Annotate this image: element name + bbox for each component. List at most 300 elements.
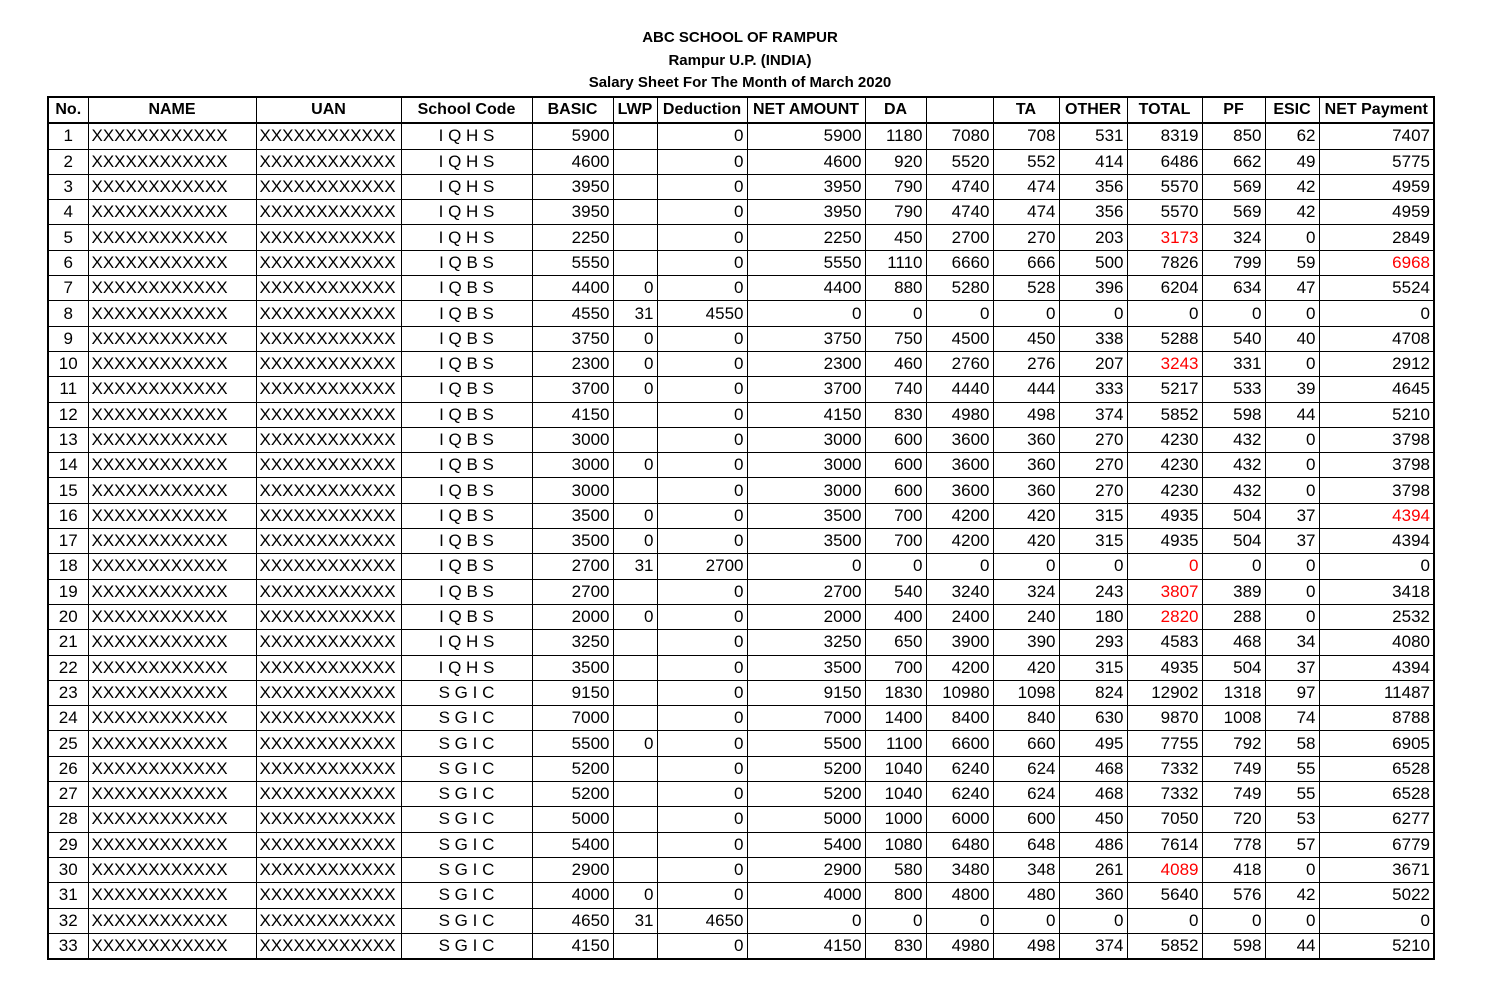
cell-name[interactable]: XXXXXXXXXXXX [88, 529, 256, 554]
cell-school-code[interactable]: S G I C [401, 680, 532, 705]
cell-uan[interactable]: XXXXXXXXXXXX [256, 554, 401, 579]
cell-total[interactable]: 4230 [1127, 427, 1202, 452]
cell-pf[interactable]: 533 [1202, 377, 1265, 402]
cell-da[interactable]: 700 [865, 529, 926, 554]
cell-deduction[interactable]: 0 [657, 857, 747, 882]
cell-pf[interactable]: 0 [1202, 908, 1265, 933]
cell-basic[interactable]: 2700 [532, 579, 613, 604]
cell-no[interactable]: 27 [48, 782, 88, 807]
cell-uan[interactable]: XXXXXXXXXXXX [256, 529, 401, 554]
cell-uan[interactable]: XXXXXXXXXXXX [256, 377, 401, 402]
cell-gross[interactable]: 4500 [926, 326, 993, 351]
cell-esic[interactable]: 0 [1265, 857, 1319, 882]
cell-esic[interactable]: 0 [1265, 604, 1319, 629]
cell-uan[interactable]: XXXXXXXXXXXX [256, 174, 401, 199]
cell-net-amount[interactable]: 4150 [747, 402, 865, 427]
cell-basic[interactable]: 5500 [532, 731, 613, 756]
cell-no[interactable]: 11 [48, 377, 88, 402]
cell-no[interactable]: 18 [48, 554, 88, 579]
cell-name[interactable]: XXXXXXXXXXXX [88, 453, 256, 478]
cell-no[interactable]: 9 [48, 326, 88, 351]
cell-pf[interactable]: 468 [1202, 630, 1265, 655]
cell-esic[interactable]: 44 [1265, 402, 1319, 427]
cell-net-payment[interactable]: 4645 [1319, 377, 1434, 402]
cell-net-payment[interactable]: 8788 [1319, 706, 1434, 731]
cell-net-payment[interactable]: 4080 [1319, 630, 1434, 655]
cell-pf[interactable]: 432 [1202, 427, 1265, 452]
cell-net-amount[interactable]: 2700 [747, 579, 865, 604]
cell-net-amount[interactable]: 3750 [747, 326, 865, 351]
cell-gross[interactable]: 4200 [926, 529, 993, 554]
cell-lwp[interactable] [613, 807, 657, 832]
cell-esic[interactable]: 0 [1265, 453, 1319, 478]
cell-basic[interactable]: 2900 [532, 857, 613, 882]
cell-basic[interactable]: 2250 [532, 225, 613, 250]
cell-other[interactable]: 374 [1059, 402, 1127, 427]
cell-name[interactable]: XXXXXXXXXXXX [88, 149, 256, 174]
cell-ta[interactable]: 360 [993, 478, 1059, 503]
cell-ta[interactable]: 624 [993, 756, 1059, 781]
cell-name[interactable]: XXXXXXXXXXXX [88, 908, 256, 933]
cell-net-payment[interactable]: 6277 [1319, 807, 1434, 832]
cell-school-code[interactable]: I Q H S [401, 200, 532, 225]
cell-no[interactable]: 6 [48, 250, 88, 275]
cell-pf[interactable]: 778 [1202, 832, 1265, 857]
cell-ta[interactable]: 360 [993, 453, 1059, 478]
cell-esic[interactable]: 53 [1265, 807, 1319, 832]
cell-basic[interactable]: 3000 [532, 453, 613, 478]
cell-ta[interactable]: 0 [993, 554, 1059, 579]
cell-esic[interactable]: 42 [1265, 883, 1319, 908]
cell-deduction[interactable]: 0 [657, 503, 747, 528]
cell-gross[interactable]: 2700 [926, 225, 993, 250]
cell-net-payment[interactable]: 3418 [1319, 579, 1434, 604]
cell-name[interactable]: XXXXXXXXXXXX [88, 807, 256, 832]
cell-net-payment[interactable]: 0 [1319, 554, 1434, 579]
cell-other[interactable]: 360 [1059, 883, 1127, 908]
cell-net-amount[interactable]: 3700 [747, 377, 865, 402]
cell-net-amount[interactable]: 3000 [747, 453, 865, 478]
cell-name[interactable]: XXXXXXXXXXXX [88, 427, 256, 452]
cell-esic[interactable]: 44 [1265, 933, 1319, 959]
cell-school-code[interactable]: I Q B S [401, 301, 532, 326]
cell-total[interactable]: 5640 [1127, 883, 1202, 908]
cell-name[interactable]: XXXXXXXXXXXX [88, 123, 256, 149]
cell-ta[interactable]: 648 [993, 832, 1059, 857]
cell-net-payment[interactable]: 2532 [1319, 604, 1434, 629]
cell-school-code[interactable]: S G I C [401, 706, 532, 731]
cell-uan[interactable]: XXXXXXXXXXXX [256, 807, 401, 832]
cell-uan[interactable]: XXXXXXXXXXXX [256, 402, 401, 427]
cell-other[interactable]: 374 [1059, 933, 1127, 959]
cell-net-amount[interactable]: 4000 [747, 883, 865, 908]
cell-total[interactable]: 4935 [1127, 529, 1202, 554]
cell-lwp[interactable]: 0 [613, 326, 657, 351]
cell-school-code[interactable]: S G I C [401, 908, 532, 933]
cell-no[interactable]: 7 [48, 276, 88, 301]
cell-da[interactable]: 1400 [865, 706, 926, 731]
cell-net-amount[interactable]: 0 [747, 301, 865, 326]
cell-lwp[interactable]: 0 [613, 731, 657, 756]
cell-name[interactable]: XXXXXXXXXXXX [88, 756, 256, 781]
cell-uan[interactable]: XXXXXXXXXXXX [256, 225, 401, 250]
cell-net-payment[interactable]: 2849 [1319, 225, 1434, 250]
cell-basic[interactable]: 3500 [532, 655, 613, 680]
cell-no[interactable]: 32 [48, 908, 88, 933]
cell-gross[interactable]: 4980 [926, 402, 993, 427]
cell-pf[interactable]: 504 [1202, 529, 1265, 554]
cell-lwp[interactable]: 0 [613, 604, 657, 629]
cell-net-payment[interactable]: 6779 [1319, 832, 1434, 857]
cell-esic[interactable]: 0 [1265, 301, 1319, 326]
cell-uan[interactable]: XXXXXXXXXXXX [256, 933, 401, 959]
cell-school-code[interactable]: I Q B S [401, 326, 532, 351]
cell-pf[interactable]: 792 [1202, 731, 1265, 756]
cell-no[interactable]: 24 [48, 706, 88, 731]
cell-other[interactable]: 270 [1059, 453, 1127, 478]
cell-basic[interactable]: 2700 [532, 554, 613, 579]
cell-no[interactable]: 21 [48, 630, 88, 655]
cell-deduction[interactable]: 0 [657, 604, 747, 629]
cell-da[interactable]: 700 [865, 655, 926, 680]
cell-esic[interactable]: 47 [1265, 276, 1319, 301]
cell-gross[interactable]: 3240 [926, 579, 993, 604]
cell-gross[interactable]: 3480 [926, 857, 993, 882]
cell-basic[interactable]: 5200 [532, 782, 613, 807]
cell-total[interactable]: 8319 [1127, 123, 1202, 149]
cell-name[interactable]: XXXXXXXXXXXX [88, 832, 256, 857]
cell-esic[interactable]: 42 [1265, 174, 1319, 199]
cell-uan[interactable]: XXXXXXXXXXXX [256, 326, 401, 351]
cell-no[interactable]: 16 [48, 503, 88, 528]
cell-gross[interactable]: 4440 [926, 377, 993, 402]
cell-net-payment[interactable]: 4394 [1319, 529, 1434, 554]
cell-name[interactable]: XXXXXXXXXXXX [88, 377, 256, 402]
cell-total[interactable]: 7050 [1127, 807, 1202, 832]
cell-net-amount[interactable]: 5200 [747, 782, 865, 807]
cell-other[interactable]: 207 [1059, 351, 1127, 376]
cell-pf[interactable]: 850 [1202, 123, 1265, 149]
cell-da[interactable]: 830 [865, 402, 926, 427]
cell-no[interactable]: 33 [48, 933, 88, 959]
cell-total[interactable]: 0 [1127, 301, 1202, 326]
cell-total[interactable]: 3243 [1127, 351, 1202, 376]
cell-total[interactable]: 5852 [1127, 402, 1202, 427]
cell-basic[interactable]: 7000 [532, 706, 613, 731]
cell-lwp[interactable] [613, 680, 657, 705]
cell-esic[interactable]: 34 [1265, 630, 1319, 655]
cell-gross[interactable]: 7080 [926, 123, 993, 149]
cell-no[interactable]: 12 [48, 402, 88, 427]
cell-basic[interactable]: 3500 [532, 529, 613, 554]
cell-uan[interactable]: XXXXXXXXXXXX [256, 200, 401, 225]
cell-deduction[interactable]: 0 [657, 529, 747, 554]
cell-school-code[interactable]: S G I C [401, 782, 532, 807]
cell-school-code[interactable]: I Q H S [401, 225, 532, 250]
cell-lwp[interactable] [613, 655, 657, 680]
cell-esic[interactable]: 55 [1265, 756, 1319, 781]
cell-school-code[interactable]: I Q B S [401, 604, 532, 629]
cell-net-payment[interactable]: 3671 [1319, 857, 1434, 882]
cell-net-amount[interactable]: 4150 [747, 933, 865, 959]
cell-basic[interactable]: 4000 [532, 883, 613, 908]
cell-other[interactable]: 450 [1059, 807, 1127, 832]
cell-uan[interactable]: XXXXXXXXXXXX [256, 706, 401, 731]
cell-school-code[interactable]: S G I C [401, 756, 532, 781]
cell-lwp[interactable]: 0 [613, 453, 657, 478]
cell-esic[interactable]: 37 [1265, 503, 1319, 528]
cell-total[interactable]: 4230 [1127, 453, 1202, 478]
cell-other[interactable]: 338 [1059, 326, 1127, 351]
cell-ta[interactable]: 444 [993, 377, 1059, 402]
cell-esic[interactable]: 97 [1265, 680, 1319, 705]
cell-other[interactable]: 293 [1059, 630, 1127, 655]
cell-name[interactable]: XXXXXXXXXXXX [88, 250, 256, 275]
cell-other[interactable]: 333 [1059, 377, 1127, 402]
cell-basic[interactable]: 5400 [532, 832, 613, 857]
cell-name[interactable]: XXXXXXXXXXXX [88, 225, 256, 250]
cell-lwp[interactable] [613, 756, 657, 781]
cell-deduction[interactable]: 0 [657, 807, 747, 832]
cell-pf[interactable]: 288 [1202, 604, 1265, 629]
cell-no[interactable]: 4 [48, 200, 88, 225]
cell-net-payment[interactable]: 3798 [1319, 427, 1434, 452]
cell-school-code[interactable]: I Q H S [401, 655, 532, 680]
cell-other[interactable]: 468 [1059, 782, 1127, 807]
cell-pf[interactable]: 569 [1202, 174, 1265, 199]
cell-total[interactable]: 4935 [1127, 655, 1202, 680]
cell-total[interactable]: 2820 [1127, 604, 1202, 629]
cell-da[interactable]: 1080 [865, 832, 926, 857]
cell-da[interactable]: 800 [865, 883, 926, 908]
cell-no[interactable]: 19 [48, 579, 88, 604]
cell-deduction[interactable]: 0 [657, 351, 747, 376]
cell-net-payment[interactable]: 2912 [1319, 351, 1434, 376]
cell-gross[interactable]: 3600 [926, 478, 993, 503]
cell-lwp[interactable]: 0 [613, 377, 657, 402]
cell-esic[interactable]: 49 [1265, 149, 1319, 174]
cell-name[interactable]: XXXXXXXXXXXX [88, 478, 256, 503]
cell-pf[interactable]: 598 [1202, 933, 1265, 959]
cell-total[interactable]: 3807 [1127, 579, 1202, 604]
cell-gross[interactable]: 4200 [926, 655, 993, 680]
cell-total[interactable]: 5570 [1127, 200, 1202, 225]
cell-ta[interactable]: 276 [993, 351, 1059, 376]
cell-deduction[interactable]: 0 [657, 149, 747, 174]
cell-net-payment[interactable]: 4394 [1319, 503, 1434, 528]
cell-basic[interactable]: 9150 [532, 680, 613, 705]
cell-esic[interactable]: 57 [1265, 832, 1319, 857]
cell-pf[interactable]: 799 [1202, 250, 1265, 275]
cell-school-code[interactable]: I Q B S [401, 377, 532, 402]
cell-ta[interactable]: 420 [993, 529, 1059, 554]
cell-da[interactable]: 1110 [865, 250, 926, 275]
cell-ta[interactable]: 600 [993, 807, 1059, 832]
cell-school-code[interactable]: I Q B S [401, 554, 532, 579]
cell-school-code[interactable]: I Q H S [401, 174, 532, 199]
cell-pf[interactable]: 749 [1202, 756, 1265, 781]
cell-name[interactable]: XXXXXXXXXXXX [88, 276, 256, 301]
cell-ta[interactable]: 390 [993, 630, 1059, 655]
cell-total[interactable]: 12902 [1127, 680, 1202, 705]
cell-deduction[interactable]: 0 [657, 782, 747, 807]
cell-total[interactable]: 6204 [1127, 276, 1202, 301]
cell-esic[interactable]: 39 [1265, 377, 1319, 402]
cell-esic[interactable]: 62 [1265, 123, 1319, 149]
cell-lwp[interactable] [613, 123, 657, 149]
cell-uan[interactable]: XXXXXXXXXXXX [256, 680, 401, 705]
cell-lwp[interactable] [613, 782, 657, 807]
cell-other[interactable]: 630 [1059, 706, 1127, 731]
cell-deduction[interactable]: 0 [657, 832, 747, 857]
cell-uan[interactable]: XXXXXXXXXXXX [256, 503, 401, 528]
cell-name[interactable]: XXXXXXXXXXXX [88, 782, 256, 807]
cell-ta[interactable]: 552 [993, 149, 1059, 174]
cell-da[interactable]: 600 [865, 427, 926, 452]
cell-no[interactable]: 30 [48, 857, 88, 882]
cell-name[interactable]: XXXXXXXXXXXX [88, 706, 256, 731]
cell-deduction[interactable]: 0 [657, 174, 747, 199]
cell-pf[interactable]: 569 [1202, 200, 1265, 225]
cell-basic[interactable]: 4150 [532, 402, 613, 427]
cell-da[interactable]: 540 [865, 579, 926, 604]
cell-pf[interactable]: 540 [1202, 326, 1265, 351]
cell-school-code[interactable]: S G I C [401, 731, 532, 756]
cell-deduction[interactable]: 0 [657, 756, 747, 781]
cell-net-payment[interactable]: 6905 [1319, 731, 1434, 756]
cell-total[interactable]: 3173 [1127, 225, 1202, 250]
cell-no[interactable]: 8 [48, 301, 88, 326]
cell-basic[interactable]: 3950 [532, 200, 613, 225]
cell-total[interactable]: 4935 [1127, 503, 1202, 528]
cell-other[interactable]: 414 [1059, 149, 1127, 174]
cell-net-payment[interactable]: 0 [1319, 908, 1434, 933]
cell-esic[interactable]: 0 [1265, 427, 1319, 452]
cell-uan[interactable]: XXXXXXXXXXXX [256, 832, 401, 857]
cell-esic[interactable]: 0 [1265, 478, 1319, 503]
cell-net-payment[interactable]: 6968 [1319, 250, 1434, 275]
cell-school-code[interactable]: I Q B S [401, 402, 532, 427]
cell-net-amount[interactable]: 5500 [747, 731, 865, 756]
cell-lwp[interactable]: 31 [613, 908, 657, 933]
cell-lwp[interactable] [613, 630, 657, 655]
cell-net-payment[interactable]: 5210 [1319, 933, 1434, 959]
cell-lwp[interactable] [613, 478, 657, 503]
cell-esic[interactable]: 0 [1265, 579, 1319, 604]
cell-da[interactable]: 450 [865, 225, 926, 250]
cell-net-amount[interactable]: 9150 [747, 680, 865, 705]
cell-da[interactable]: 0 [865, 554, 926, 579]
cell-name[interactable]: XXXXXXXXXXXX [88, 857, 256, 882]
cell-gross[interactable]: 8400 [926, 706, 993, 731]
cell-esic[interactable]: 0 [1265, 908, 1319, 933]
cell-gross[interactable]: 3600 [926, 427, 993, 452]
cell-total[interactable]: 7826 [1127, 250, 1202, 275]
cell-school-code[interactable]: S G I C [401, 807, 532, 832]
cell-net-amount[interactable]: 5200 [747, 756, 865, 781]
cell-school-code[interactable]: S G I C [401, 883, 532, 908]
cell-pf[interactable]: 504 [1202, 655, 1265, 680]
cell-da[interactable]: 600 [865, 478, 926, 503]
cell-other[interactable]: 243 [1059, 579, 1127, 604]
cell-net-amount[interactable]: 5400 [747, 832, 865, 857]
cell-esic[interactable]: 37 [1265, 655, 1319, 680]
cell-lwp[interactable] [613, 225, 657, 250]
cell-deduction[interactable]: 0 [657, 933, 747, 959]
cell-name[interactable]: XXXXXXXXXXXX [88, 554, 256, 579]
cell-net-amount[interactable]: 7000 [747, 706, 865, 731]
cell-deduction[interactable]: 0 [657, 655, 747, 680]
cell-da[interactable]: 790 [865, 200, 926, 225]
cell-gross[interactable]: 0 [926, 554, 993, 579]
cell-no[interactable]: 25 [48, 731, 88, 756]
cell-other[interactable]: 396 [1059, 276, 1127, 301]
cell-no[interactable]: 2 [48, 149, 88, 174]
cell-no[interactable]: 28 [48, 807, 88, 832]
cell-gross[interactable]: 4740 [926, 174, 993, 199]
cell-net-amount[interactable]: 3950 [747, 174, 865, 199]
cell-gross[interactable]: 4740 [926, 200, 993, 225]
cell-pf[interactable]: 331 [1202, 351, 1265, 376]
cell-pf[interactable]: 662 [1202, 149, 1265, 174]
cell-uan[interactable]: XXXXXXXXXXXX [256, 427, 401, 452]
cell-basic[interactable]: 5550 [532, 250, 613, 275]
cell-pf[interactable]: 324 [1202, 225, 1265, 250]
cell-net-amount[interactable]: 3500 [747, 655, 865, 680]
cell-no[interactable]: 14 [48, 453, 88, 478]
cell-gross[interactable]: 3900 [926, 630, 993, 655]
cell-net-payment[interactable]: 4959 [1319, 174, 1434, 199]
cell-no[interactable]: 15 [48, 478, 88, 503]
cell-gross[interactable]: 6000 [926, 807, 993, 832]
cell-net-amount[interactable]: 3950 [747, 200, 865, 225]
cell-name[interactable]: XXXXXXXXXXXX [88, 630, 256, 655]
cell-da[interactable]: 400 [865, 604, 926, 629]
cell-ta[interactable]: 624 [993, 782, 1059, 807]
cell-net-payment[interactable]: 3798 [1319, 478, 1434, 503]
cell-school-code[interactable]: I Q H S [401, 149, 532, 174]
cell-pf[interactable]: 389 [1202, 579, 1265, 604]
cell-gross[interactable]: 6240 [926, 756, 993, 781]
cell-other[interactable]: 531 [1059, 123, 1127, 149]
cell-esic[interactable]: 59 [1265, 250, 1319, 275]
cell-uan[interactable]: XXXXXXXXXXXX [256, 149, 401, 174]
cell-other[interactable]: 495 [1059, 731, 1127, 756]
cell-gross[interactable]: 3600 [926, 453, 993, 478]
cell-deduction[interactable]: 0 [657, 453, 747, 478]
cell-uan[interactable]: XXXXXXXXXXXX [256, 301, 401, 326]
cell-gross[interactable]: 6480 [926, 832, 993, 857]
cell-da[interactable]: 1040 [865, 782, 926, 807]
cell-no[interactable]: 10 [48, 351, 88, 376]
cell-deduction[interactable]: 0 [657, 706, 747, 731]
cell-esic[interactable]: 40 [1265, 326, 1319, 351]
cell-net-amount[interactable]: 4400 [747, 276, 865, 301]
cell-name[interactable]: XXXXXXXXXXXX [88, 326, 256, 351]
cell-gross[interactable]: 6240 [926, 782, 993, 807]
cell-da[interactable]: 1040 [865, 756, 926, 781]
cell-net-payment[interactable]: 5775 [1319, 149, 1434, 174]
cell-uan[interactable]: XXXXXXXXXXXX [256, 351, 401, 376]
cell-net-amount[interactable]: 5000 [747, 807, 865, 832]
cell-da[interactable]: 920 [865, 149, 926, 174]
cell-school-code[interactable]: I Q H S [401, 123, 532, 149]
cell-net-amount[interactable]: 3500 [747, 529, 865, 554]
cell-name[interactable]: XXXXXXXXXXXX [88, 301, 256, 326]
cell-pf[interactable]: 749 [1202, 782, 1265, 807]
cell-school-code[interactable]: I Q B S [401, 276, 532, 301]
cell-ta[interactable]: 420 [993, 655, 1059, 680]
